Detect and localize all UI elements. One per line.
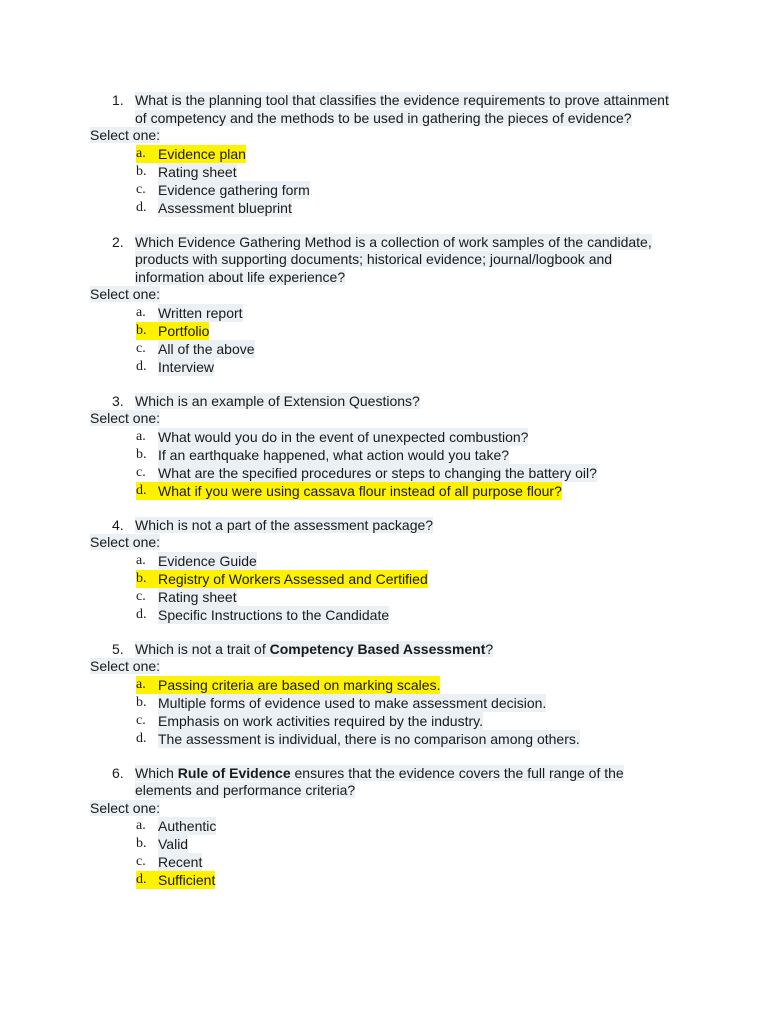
option-letter: d. (136, 871, 158, 889)
answer-options (0, 676, 768, 748)
answer-option[interactable] (0, 730, 768, 748)
option-text: If an earthquake happened, what action would you take? (158, 446, 510, 463)
answer-option[interactable] (0, 304, 768, 322)
quiz-document (0, 92, 768, 906)
option-text: Sufficient (158, 872, 216, 888)
answer-option-highlighted[interactable] (0, 322, 768, 340)
option-letter: c. (136, 340, 146, 356)
answer-options (0, 817, 768, 889)
question-text (135, 765, 675, 800)
answer-option[interactable] (0, 712, 768, 730)
option-letter: b. (136, 836, 147, 851)
question-text-part: Which is not a part of the assessment package? (135, 516, 434, 533)
question-stem (0, 234, 768, 287)
question-block (0, 393, 768, 500)
option-text: Interview (158, 358, 215, 375)
answer-option[interactable] (0, 817, 768, 835)
question-key-term: Competency Based Assessment (269, 640, 486, 657)
question-stem (0, 641, 768, 659)
question-block (0, 92, 768, 217)
question-block (0, 234, 768, 376)
option-letter: c. (136, 712, 146, 728)
option-letter: a. (136, 818, 146, 833)
option-letter: c. (136, 181, 146, 197)
question-text (135, 517, 675, 535)
answer-option[interactable] (0, 606, 768, 624)
select-one-text: Select one: (90, 410, 161, 426)
option-text: Assessment blueprint (158, 199, 292, 216)
question-text (135, 92, 675, 127)
option-letter: a. (136, 676, 158, 694)
option-text: The assessment is individual, there is no comparison among others. (158, 730, 580, 747)
select-one-text: Select one: (90, 127, 161, 143)
question-block (0, 765, 768, 890)
question-number: 6. (112, 764, 124, 781)
option-text: Multiple forms of evidence used to make assessment decision. (158, 694, 547, 711)
option-letter: b. (136, 694, 147, 710)
select-one-text: Select one: (90, 534, 161, 550)
option-letter: a. (136, 428, 146, 444)
answer-option[interactable] (0, 340, 768, 358)
answer-option-highlighted[interactable] (0, 676, 768, 694)
question-stem (0, 92, 768, 127)
option-letter: c. (136, 588, 146, 604)
answer-option[interactable] (0, 552, 768, 570)
answer-option[interactable] (0, 853, 768, 871)
answer-options (0, 145, 768, 217)
select-one-text: Select one: (90, 658, 161, 674)
option-letter: c. (136, 464, 146, 480)
option-text: Specific Instructions to the Candidate (158, 606, 390, 623)
question-text (135, 393, 675, 411)
answer-option[interactable] (0, 199, 768, 217)
answer-option[interactable] (0, 588, 768, 606)
option-text: What are the specified procedures or steps to changing the battery oil? (158, 464, 597, 481)
question-stem (0, 517, 768, 535)
select-one-label (0, 534, 768, 552)
option-text: Evidence plan (158, 145, 246, 162)
option-letter: a. (136, 304, 146, 320)
question-block (0, 517, 768, 624)
option-letter: b. (136, 322, 158, 340)
option-text: Recent (158, 854, 203, 870)
question-text-part: Which (135, 764, 178, 781)
question-number: 4. (112, 516, 124, 533)
question-text-part: ensures that the evidence covers the full range of the elements and performance criteria? (135, 764, 624, 798)
option-letter: b. (136, 163, 147, 179)
option-letter: d. (136, 199, 147, 215)
question-text-part: Which Evidence Gathering Method is a collection of work samples of the candidate, products with supporting documents; historical evidence; journal/logbook and information about life experience? (135, 233, 652, 285)
question-number: 3. (112, 392, 124, 409)
option-letter: a. (136, 552, 146, 568)
select-one-label (0, 127, 768, 145)
option-text: Evidence Guide (158, 552, 257, 569)
option-text: Rating sheet (158, 588, 237, 605)
option-text: Valid (158, 836, 189, 852)
question-number: 2. (112, 233, 124, 250)
answer-option-highlighted[interactable] (0, 871, 768, 889)
question-text (135, 234, 675, 287)
answer-options (0, 428, 768, 500)
select-one-label (0, 286, 768, 304)
question-stem (0, 393, 768, 411)
select-one-label (0, 410, 768, 428)
option-letter: b. (136, 570, 158, 588)
option-letter: c. (136, 854, 146, 869)
option-letter: b. (136, 446, 147, 462)
option-letter: d. (136, 482, 158, 500)
question-text-part: ? (485, 640, 494, 657)
answer-option[interactable] (0, 464, 768, 482)
option-letter: d. (136, 606, 147, 622)
option-text: Rating sheet (158, 163, 237, 180)
option-text: Emphasis on work activities required by the industry. (158, 712, 483, 729)
answer-option[interactable] (0, 181, 768, 199)
answer-options (0, 552, 768, 624)
answer-option[interactable] (0, 835, 768, 853)
option-letter: a. (136, 145, 158, 163)
answer-options (0, 304, 768, 376)
option-text: What if you were using cassava flour instead of all purpose flour? (158, 482, 562, 499)
option-text: All of the above (158, 340, 255, 357)
question-number: 5. (112, 640, 124, 657)
option-text: Passing criteria are based on marking scales. (158, 676, 441, 693)
answer-option-highlighted[interactable] (0, 482, 768, 500)
option-text: What would you do in the event of unexpected combustion? (158, 428, 529, 445)
option-text: Authentic (158, 818, 217, 834)
select-one-text: Select one: (90, 799, 161, 816)
option-text: Registry of Workers Assessed and Certified (158, 570, 428, 587)
question-text (135, 641, 675, 659)
answer-option[interactable] (0, 358, 768, 376)
option-letter: d. (136, 358, 147, 374)
select-one-label (0, 658, 768, 676)
select-one-text: Select one: (90, 286, 161, 302)
option-text: Written report (158, 304, 243, 321)
answer-option-highlighted[interactable] (0, 145, 768, 163)
option-letter: d. (136, 730, 147, 746)
question-text-part: Which is an example of Extension Questions? (135, 392, 420, 409)
answer-option-highlighted[interactable] (0, 570, 768, 588)
question-number: 1. (112, 92, 124, 108)
answer-option[interactable] (0, 694, 768, 712)
option-text: Evidence gathering form (158, 181, 310, 198)
answer-option[interactable] (0, 446, 768, 464)
question-stem (0, 765, 768, 800)
question-block (0, 641, 768, 748)
question-text-part: What is the planning tool that classifies the evidence requirements to prove attainment of competency and the methods to be used in gathering the pieces of evidence? (135, 92, 669, 126)
answer-option[interactable] (0, 428, 768, 446)
question-text-part: Which is not a trait of (135, 640, 270, 657)
option-text: Portfolio (158, 322, 210, 339)
answer-option[interactable] (0, 163, 768, 181)
question-key-term: Rule of Evidence (177, 764, 291, 781)
select-one-label (0, 800, 768, 818)
